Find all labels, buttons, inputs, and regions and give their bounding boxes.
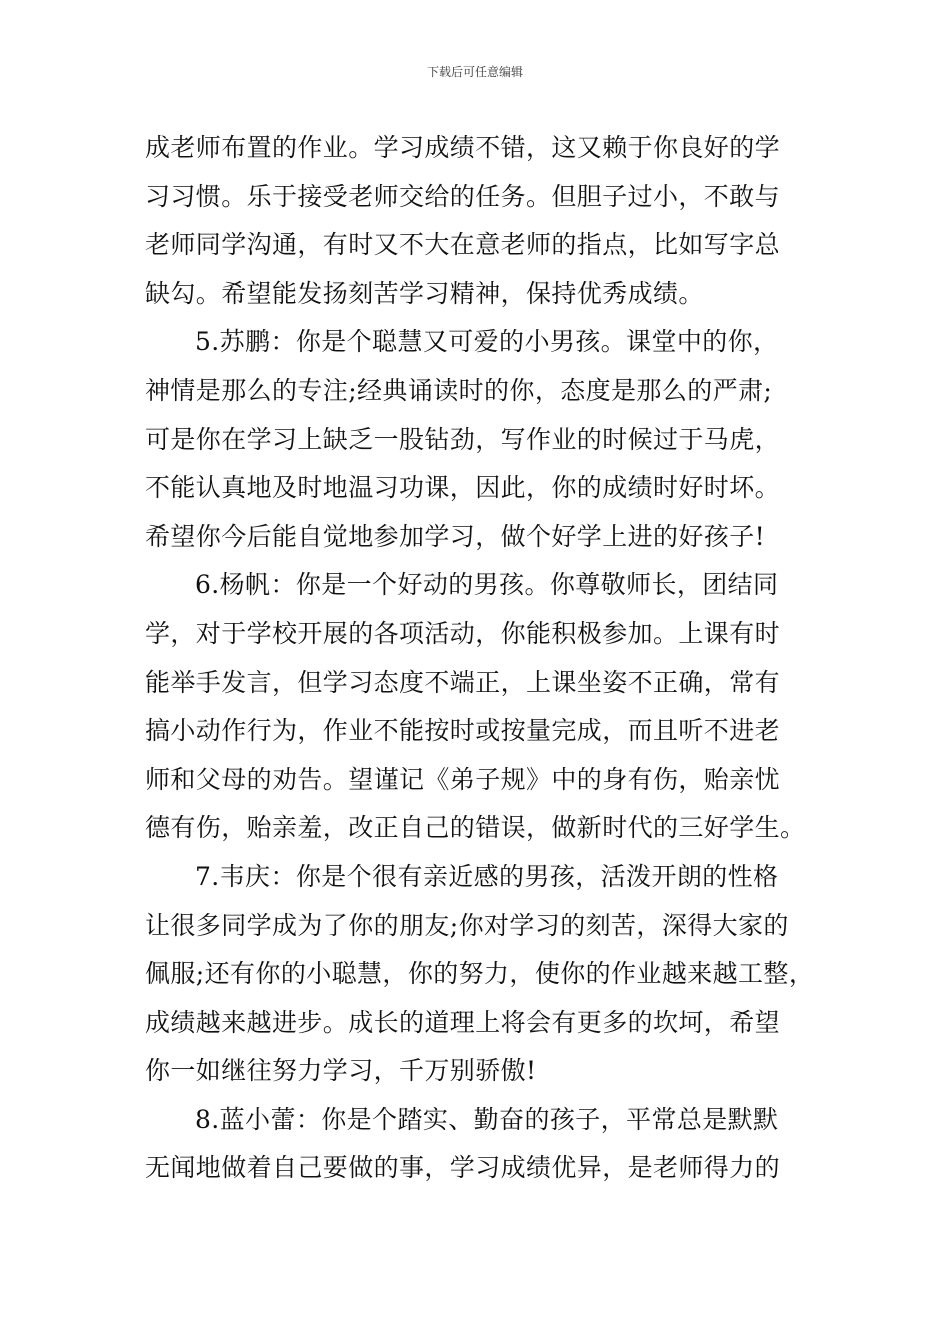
text-line: 师和父母的劝告。望谨记《弟子规》中的身有伤，贻亲忧 bbox=[145, 764, 781, 794]
text-line: 德有伤，贻亲羞，改正自己的错误，做新时代的三好学生。 bbox=[145, 813, 806, 843]
text-line: 成老师布置的作业。学习成绩不错，这又赖于你良好的学 bbox=[145, 133, 781, 162]
text-line: 能举手发言，但学习态度不端正，上课坐姿不正确，常有 bbox=[145, 667, 781, 697]
text-line: 不能认真地及时地温习功课，因此，你的成绩时好时坏。 bbox=[145, 473, 781, 503]
paragraph-start-line: 6.杨帆：你是一个好动的男孩。你尊敬师长，团结同 bbox=[195, 570, 779, 600]
text-line: 佩服;还有你的小聪慧，你的努力，使你的作业越来越工整， bbox=[145, 959, 815, 989]
text-line: 习习惯。乐于接受老师交给的任务。但胆子过小，不敢与 bbox=[145, 181, 781, 211]
paragraph-start-line: 7.韦庆：你是个很有亲近感的男孩，活泼开朗的性格 bbox=[195, 861, 779, 891]
text-line: 成绩越来越进步。成长的道理上将会有更多的坎坷，希望 bbox=[145, 1007, 781, 1037]
text-line: 缺勾。希望能发扬刻苦学习精神，保持优秀成绩。 bbox=[145, 278, 704, 308]
paragraph-start-line: 8.蓝小蕾：你是个踏实、勤奋的孩子，平常总是默默 bbox=[195, 1104, 779, 1134]
paragraph-start-line: 5.苏鹏：你是个聪慧又可爱的小男孩。课堂中的你， bbox=[195, 327, 779, 357]
text-line: 让很多同学成为了你的朋友;你对学习的刻苦，深得大家的 bbox=[145, 910, 789, 940]
text-line: 可是你在学习上缺乏一股钻劲，写作业的时候过于马虎， bbox=[145, 424, 781, 454]
text-line: 神情是那么的专注;经典诵读时的你，态度是那么的严肃; bbox=[145, 375, 773, 405]
document-body bbox=[145, 124, 815, 1193]
text-line: 老师同学沟通，有时又不大在意老师的指点，比如写字总 bbox=[145, 230, 781, 260]
text-line: 学，对于学校开展的各项活动，你能积极参加。上课有时 bbox=[145, 618, 781, 648]
text-line: 无闻地做着自己要做的事，学习成绩优异，是老师得力的 bbox=[145, 1153, 781, 1183]
text-line: 搞小动作行为，作业不能按时或按量完成，而且听不进老 bbox=[145, 716, 781, 746]
text-line: 你一如继往努力学习，千万别骄傲! bbox=[145, 1056, 537, 1086]
text-line: 希望你今后能自觉地参加学习，做个好学上进的好孩子! bbox=[145, 521, 766, 551]
page-header: 下载后可任意编辑 bbox=[426, 65, 523, 79]
